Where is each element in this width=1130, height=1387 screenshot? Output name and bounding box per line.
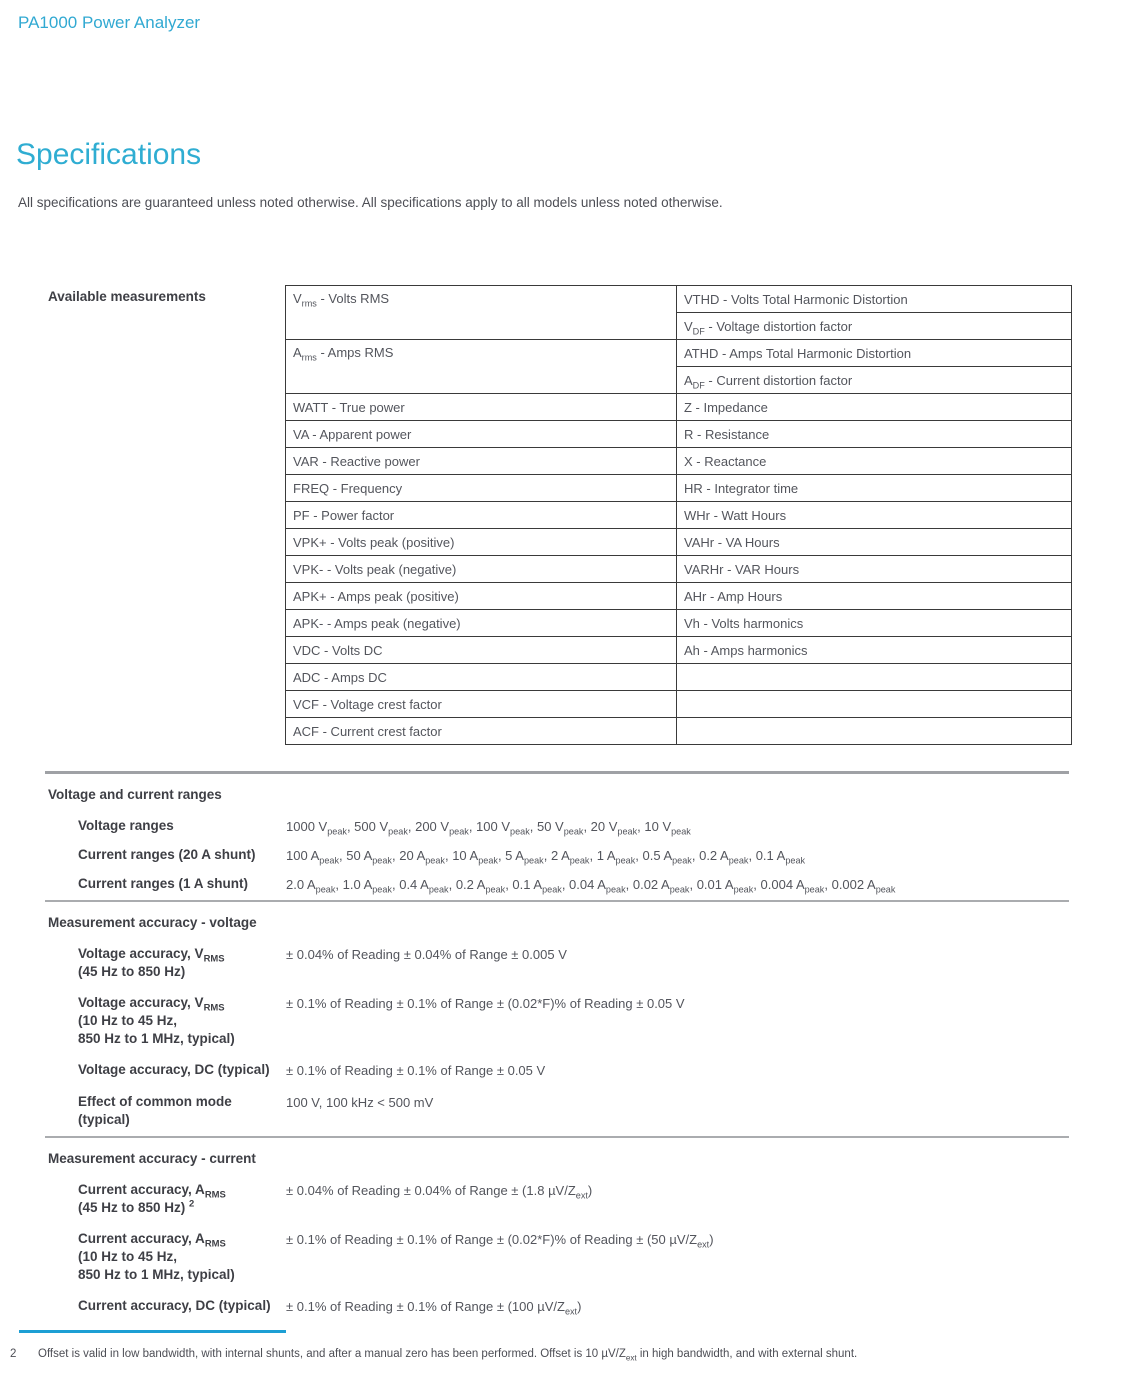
measurement-cell: VTHD - Volts Total Harmonic Distortion [677, 286, 1072, 313]
spec-label: Current accuracy, DC (typical) [78, 1298, 271, 1313]
table-row [286, 340, 1072, 367]
measurement-cell: X - Reactance [677, 448, 1072, 475]
spec-value: ± 0.1% of Reading ± 0.1% of Range ± (100 $\mu V/Z_{ext}$) [286, 1299, 582, 1317]
measurement-cell [677, 691, 1072, 718]
page-title: Specifications [16, 138, 202, 171]
table-row [286, 664, 1072, 691]
section-measurement-accuracy-voltage [45, 900, 1069, 1142]
measurement-cell: VA - Apparent power [286, 421, 677, 448]
section-heading: Voltage and current ranges [48, 787, 222, 802]
spec-label: Effect of common mode (typical) [78, 1094, 232, 1127]
table-row [286, 691, 1072, 718]
measurement-cell: ATHD - Amps Total Harmonic Distortion [677, 340, 1072, 367]
measurement-cell [677, 664, 1072, 691]
measurement-cell: VPK- - Volts peak (negative) [286, 556, 677, 583]
measurement-cell: APK- - Amps peak (negative) [286, 610, 677, 637]
spec-value: ± 0.1% of Reading ± 0.1% of Range ± 0.05 V [286, 1063, 546, 1078]
table-row [286, 556, 1072, 583]
measurement-cell: WHr - Watt Hours [677, 502, 1072, 529]
spec-label: Current accuracy, $A_{RMS}$ (10 Hz to 45 Hz, 850 Hz to 1 MHz, typical) [78, 1231, 235, 1282]
measurement-cell: Vh - Volts harmonics [677, 610, 1072, 637]
table-row [286, 718, 1072, 745]
spec-value: 1000 $V_{peak}$, 500 $V_{peak}$, 200 $V_{peak}$, 100 $V_{peak}$, 50 $V_{peak}$, 20 $V_{peak}$, 10 $V_{peak}$ [286, 819, 691, 837]
table-row [286, 583, 1072, 610]
spec-row [45, 994, 1069, 1048]
available-measurements-table [285, 285, 1072, 745]
measurement-cell: ADC - Amps DC [286, 664, 677, 691]
spec-label: Current accuracy, $A_{RMS}$ (45 Hz to 850 Hz) $^2$ [78, 1182, 226, 1215]
spec-label: Voltage accuracy, $V_{RMS}$ (45 Hz to 850 Hz) [78, 946, 225, 979]
measurement-cell: PF - Power factor [286, 502, 677, 529]
measurement-cell: AHr - Amp Hours [677, 583, 1072, 610]
available-measurements-label: Available measurements [48, 289, 206, 304]
spec-row [45, 817, 1069, 836]
spec-value: ± 0.04% of Reading ± 0.04% of Range ± (1.8 $\mu V/Z_{ext}$) [286, 1183, 593, 1201]
spec-row [45, 945, 1069, 981]
table-row [286, 475, 1072, 502]
measurement-cell: APK+ - Amps peak (positive) [286, 583, 677, 610]
spec-label: Voltage accuracy, DC (typical) [78, 1062, 270, 1077]
spec-label: Voltage accuracy, $V_{RMS}$ (10 Hz to 45 Hz, 850 Hz to 1 MHz, typical) [78, 995, 235, 1046]
footnote [10, 1348, 858, 1363]
section-heading: Measurement accuracy - current [48, 1151, 256, 1166]
page-intro: All specifications are guaranteed unless noted otherwise. All specifications apply to all models unless noted otherwise. [18, 195, 723, 210]
table-row [286, 529, 1072, 556]
section-voltage-current-ranges [45, 771, 1069, 904]
spec-row [45, 1181, 1069, 1217]
measurement-cell: VPK+ - Volts peak (positive) [286, 529, 677, 556]
spec-row [45, 1061, 1069, 1080]
spec-value: ± 0.04% of Reading ± 0.04% of Range ± 0.005 V [286, 947, 567, 962]
table-row [286, 502, 1072, 529]
spec-value: 2.0 $A_{peak}$, 1.0 $A_{peak}$, 0.4 $A_{peak}$, 0.2 $A_{peak}$, 0.1 $A_{peak}$, 0.04 $A_{peak}$, 0.02 $A_{peak}$, 0.01 $A_{peak}$, 0.004 $A_{peak}$, 0.002 $A_{peak}$ [286, 877, 896, 895]
spec-value: 100 $A_{peak}$, 50 $A_{peak}$, 20 $A_{peak}$, 10 $A_{peak}$, 5 $A_{peak}$, 2 $A_{peak}$, 1 $A_{peak}$, 0.5 $A_{peak}$, 0.2 $A_{peak}$, 0.1 $A_{peak}$ [286, 848, 806, 866]
spec-row [45, 875, 1069, 894]
measurement-cell: $V_{DF}$ - Voltage distortion factor [677, 313, 1072, 340]
product-header: PA1000 Power Analyzer [18, 13, 201, 32]
spec-label: Current ranges (20 A shunt) [78, 847, 256, 862]
spec-label: Current ranges (1 A shunt) [78, 876, 249, 891]
spec-value: 100 V, 100 kHz < 500 mV [286, 1095, 434, 1110]
spec-value: ± 0.1% of Reading ± 0.1% of Range ± (0.02*F)% of Reading ± 0.05 V [286, 996, 685, 1011]
measurement-cell: ACF - Current crest factor [286, 718, 677, 745]
measurement-cell: $V_{rms}$ - Volts RMS [286, 286, 677, 340]
measurement-cell: $A_{rms}$ - Amps RMS [286, 340, 677, 394]
spec-row [45, 846, 1069, 865]
measurement-cell: VAR - Reactive power [286, 448, 677, 475]
measurement-cell: VARHr - VAR Hours [677, 556, 1072, 583]
section-heading: Measurement accuracy - voltage [48, 915, 257, 930]
spec-row [45, 1093, 1069, 1129]
table-row [286, 637, 1072, 664]
section-measurement-accuracy-current [45, 1136, 1069, 1329]
measurement-cell: Ah - Amps harmonics [677, 637, 1072, 664]
table-row [286, 286, 1072, 313]
measurement-cell: FREQ - Frequency [286, 475, 677, 502]
measurement-cell: R - Resistance [677, 421, 1072, 448]
table-row [286, 448, 1072, 475]
measurement-cell: VDC - Volts DC [286, 637, 677, 664]
measurement-cell: WATT - True power [286, 394, 677, 421]
measurement-cell: VCF - Voltage crest factor [286, 691, 677, 718]
measurement-cell: Z - Impedance [677, 394, 1072, 421]
spec-row [45, 1230, 1069, 1284]
measurement-cell: HR - Integrator time [677, 475, 1072, 502]
table-row [286, 421, 1072, 448]
footnote-marker: 2 [10, 1348, 17, 1360]
measurement-cell: $A_{DF}$ - Current distortion factor [677, 367, 1072, 394]
spec-row [45, 1297, 1069, 1316]
table-row [286, 610, 1072, 637]
table-row [286, 394, 1072, 421]
spec-value: ± 0.1% of Reading ± 0.1% of Range ± (0.02*F)% of Reading ± (50 $\mu V/Z_{ext}$) [286, 1232, 714, 1250]
measurement-cell: VAHr - VA Hours [677, 529, 1072, 556]
measurement-cell [677, 718, 1072, 745]
footnote-text: Offset is valid in low bandwidth, with internal shunts, and after a manual zero has been performed. Offset is 10 $\mu V/Z_{ext}$ in high bandwidth, and with external shunt. [38, 1348, 858, 1363]
spec-label: Voltage ranges [78, 818, 174, 833]
footnote-divider-rule [19, 1330, 286, 1333]
